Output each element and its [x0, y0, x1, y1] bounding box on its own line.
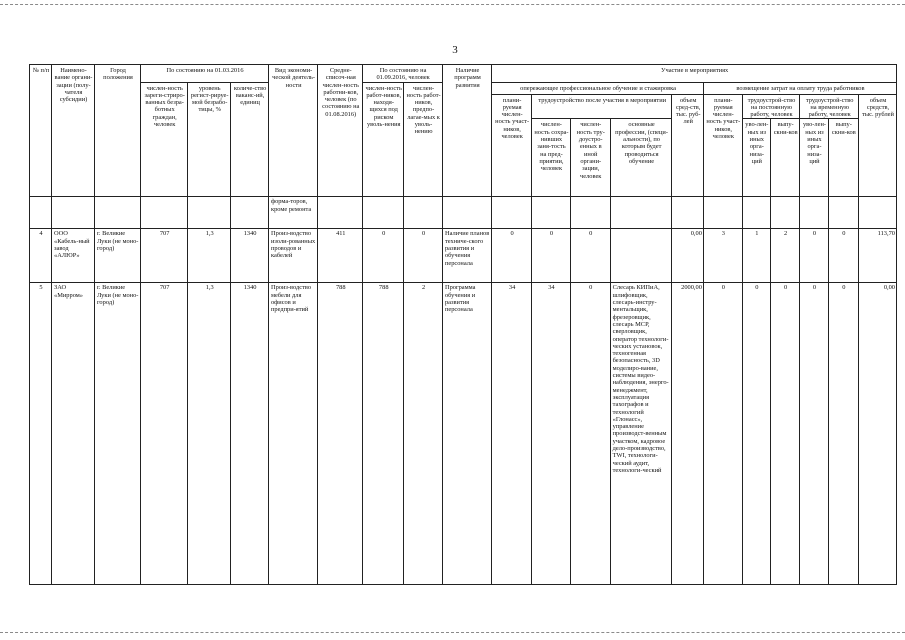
page-number: 3 [452, 44, 458, 56]
cell-planned-count: 0 [492, 229, 532, 283]
cell-temp-graduates: 0 [828, 283, 858, 585]
cell-amount-1: 0,00 [672, 229, 703, 283]
hdr-number: № п/п [30, 65, 52, 197]
hdr-kept: числен-ность сохра-нивших заня-тость на пред-приятии, человек [532, 119, 571, 197]
cell-other-org: 0 [570, 229, 610, 283]
hdr-state-date: По состоянию на 01.03.2016 [141, 65, 269, 83]
scan-border-top [0, 4, 905, 5]
cell-unemp-level: 1,3 [188, 229, 231, 283]
cell-number: 4 [30, 229, 52, 283]
cell-risk: 0 [363, 229, 404, 283]
hdr-participation: Участие в мероприятиях [492, 65, 897, 83]
cell-temp-dismissed: 0 [800, 229, 828, 283]
cell-unemployed: 707 [141, 229, 188, 283]
cell-unemp-level: 1,3 [188, 283, 231, 585]
cell-perm-graduates: 2 [770, 229, 799, 283]
hdr-perm-dismissed: уво-лен-ных из иных орга-низа-ций [742, 119, 770, 197]
cell-org-name: ЗАО «Мирром» [52, 283, 95, 585]
cell-activity: Произ-водство мебели для офисов и предпри-ятий [268, 283, 317, 585]
hdr-permanent: трудоустрой-ство на постоянную работу, человек [742, 94, 800, 119]
cell-risk: 788 [363, 283, 404, 585]
hdr-sept-date: По состоянию на 01.09.2016, человек [363, 65, 443, 83]
hdr-risk: числен-ность работ-ников, находя-щихся под риском уволь-нения [363, 82, 404, 197]
table-row-continuation [30, 197, 897, 229]
cell-planned-count-2: 0 [703, 283, 742, 585]
hdr-temp-graduates: выпу-скни-ков [828, 119, 858, 197]
cell-kept: 0 [532, 229, 571, 283]
hdr-perm-graduates: выпу-скни-ков [770, 119, 799, 197]
cell-perm-graduates: 0 [770, 283, 799, 585]
hdr-temporary: трудоустрой-ство на временную работу, человек [800, 94, 859, 119]
cell-planned-count: 34 [492, 283, 532, 585]
cell-perm-dismissed: 1 [742, 229, 770, 283]
cell-program: Программа обучения и развития персонала [442, 283, 491, 585]
cell-amount-2: 0,00 [859, 283, 897, 585]
cell-kept: 34 [532, 283, 571, 585]
hdr-unemployed: числен-ность зареги-стриро-ванных безра-ботных граждан, человек [141, 82, 188, 197]
cell-vacancies: 1340 [231, 283, 269, 585]
cell-perm-dismissed: 0 [742, 283, 770, 585]
hdr-planned-dismissal: числен-ность работ-ников, предпо-лагае-мых к уволь-нению [404, 82, 443, 197]
table-row [30, 283, 897, 585]
cell-avg-count: 788 [318, 283, 363, 585]
hdr-advance-training: опережающее профессиональное обучение и стажировка [492, 82, 704, 94]
hdr-planned-count: плани-руемая числен-ность участ-ников, человек [492, 94, 532, 197]
hdr-temp-dismissed: уво-лен-ных из иных орга-низа-ций [800, 119, 828, 197]
cell-planned-dismissal: 0 [404, 229, 443, 283]
cell-other-org: 0 [570, 283, 610, 585]
cell-amount-1: 2000,00 [672, 283, 703, 585]
hdr-planned-count-2: плани-руемая числен-ность участ-ников, человек [703, 94, 742, 197]
cell-activity: Произ-водство изоли-рованных проводов и кабелей [268, 229, 317, 283]
scan-border-bottom [0, 632, 905, 633]
hdr-compensation: возмещение затрат на оплату труда работников [703, 82, 896, 94]
subsidy-table [29, 64, 897, 585]
cell-number: 5 [30, 283, 52, 585]
cell-unemployed: 707 [141, 283, 188, 585]
header-row-1 [30, 65, 897, 83]
hdr-other-org: числен-ность тру-доустро-енных в иной органи-зации, человек [570, 119, 610, 197]
hdr-professions: основные профессии, (специ-альности), по которым будет проводиться обучение [610, 119, 672, 197]
hdr-program: Наличие программ развития [442, 65, 491, 197]
hdr-amount-1: объем сред-ств, тыс. руб-лей [672, 94, 703, 197]
cont-activity: форма-торов, кроме ремонта [268, 197, 317, 229]
cell-city: г. Великие Луки (не моно-город) [94, 229, 140, 283]
cell-avg-count: 411 [318, 229, 363, 283]
cell-amount-2: 113,70 [859, 229, 897, 283]
cell-city: г. Великие Луки (не моно-город) [94, 283, 140, 585]
hdr-activity: Вид экономи-ческой деятель-ности [268, 65, 317, 197]
cell-planned-count-2: 3 [703, 229, 742, 283]
hdr-unemp-level: уровень регист-рируе-мой безрабо-тицы, % [188, 82, 231, 197]
hdr-employment-after: трудоустройство после участия в мероприятии [532, 94, 672, 119]
hdr-amount-2: объем средств, тыс. рублей [859, 94, 897, 197]
hdr-city: Город положения [94, 65, 140, 197]
hdr-avg-count: Средне-списоч-ная числен-ность работни-ков, человек (по состоянию на 01.08.2016) [318, 65, 363, 197]
table-row [30, 229, 897, 283]
cell-vacancies: 1340 [231, 229, 269, 283]
cell-temp-graduates: 0 [828, 229, 858, 283]
cell-professions: Слесарь КИПиА, шлифовщик, слесарь-инстру-ментальщик, фрезеровщик, слесарь МСР, сверловщик, оператор технологи-ческих установок, техногенная безопасность, 3D моделиро-вание, системы видео-наблюдения, энерго-менеджмент, эксплуатация тахографов и технологий «Глонасс», управление производст-венным участком, кадровое дело-производство, TWI, технологи-ческий аудит, технологи-ческий [610, 283, 672, 585]
cell-org-name: ООО «Кабель-ный завод «АЛЮР» [52, 229, 95, 283]
cell-program: Наличие планов техниче-ского развития и обучения персонала [442, 229, 491, 283]
cell-planned-dismissal: 2 [404, 283, 443, 585]
hdr-org-name: Наимено-вание органи-зации (полу-чателя субсидии) [52, 65, 95, 197]
hdr-vacancies: количе-ство ваканс-ий, единиц [231, 82, 269, 197]
cell-professions [610, 229, 672, 283]
cell-temp-dismissed: 0 [800, 283, 828, 585]
